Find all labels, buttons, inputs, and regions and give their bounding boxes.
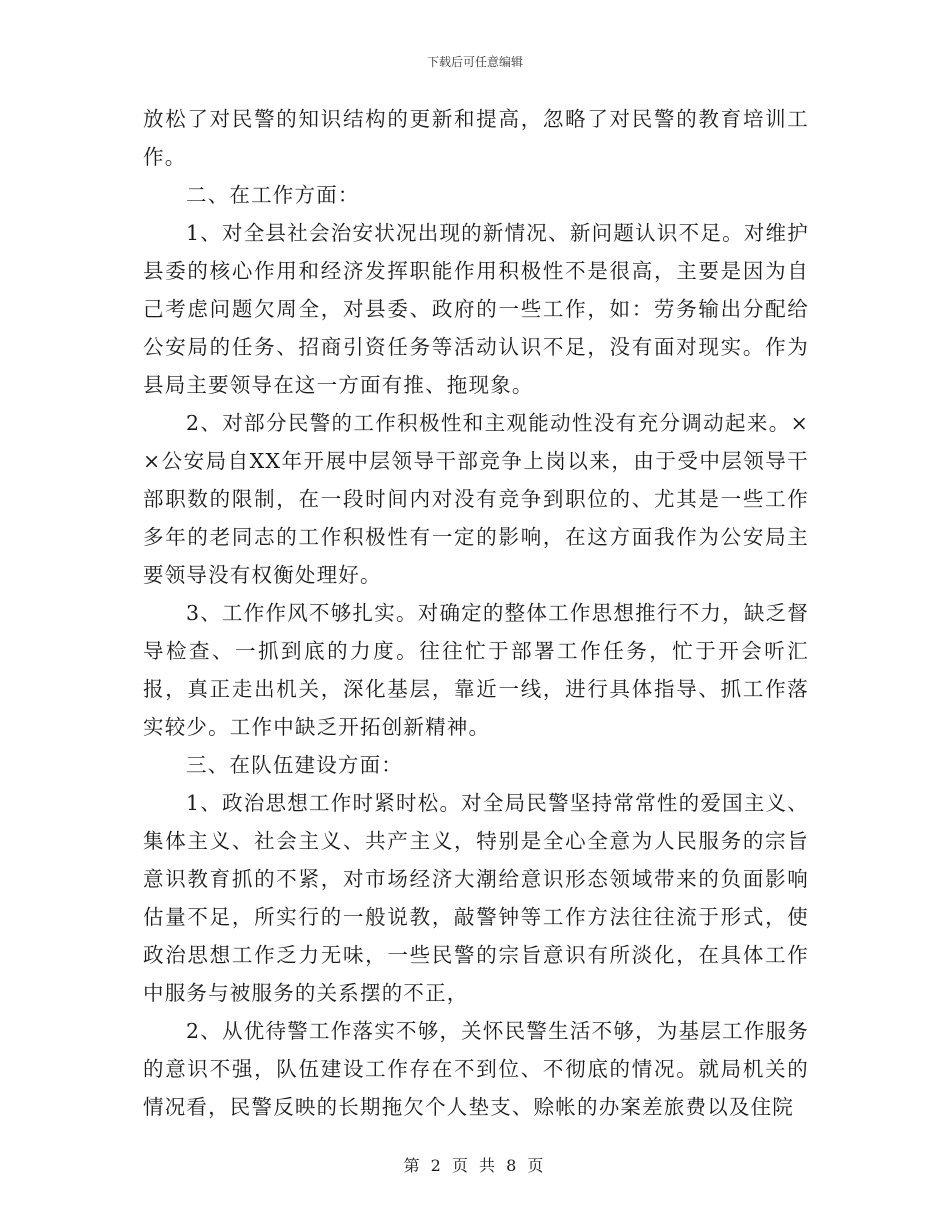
paragraph: 3、工作作风不够扎实。对确定的整体工作思想推行不力，缺乏督导检查、一抓到底的力度。往往忙于部署工作任务，忙于开会听汇报，真正走出机关，深化基层，靠近一线，进行具体指导、抓工作落实较少。工作中缺乏开拓创新精神。 — [143, 601, 809, 739]
page-header-note: 下载后可任意编辑 — [426, 55, 523, 69]
paragraph: 2、对部分民警的工作积极性和主观能动性没有充分调动起来。××公安局自XX年开展中层领导干部竞争上岗以来，由于受中层领导干部职数的限制，在一段时间内对没有竞争到职位的、尤其是一些工作多年的老同志的工作积极性有一定的影响，在这方面我作为公安局主要领导没有权衡处理好。 — [143, 411, 809, 587]
paragraph: 放松了对民警的知识结构的更新和提高，忽略了对民警的教育培训工作。 — [143, 107, 809, 169]
page-number: 第 2 页 共 8 页 — [403, 1156, 547, 1175]
paragraph: 2、从优待警工作落实不够，关怀民警生活不够，为基层工作服务的意识不强，队伍建设工作存在不到位、不彻底的情况。就局机关的情况看，民警反映的长期拖欠个人垫支、赊帐的办案差旅费以及住院 — [143, 1019, 809, 1119]
paragraph: 1、政治思想工作时紧时松。对全局民警坚持常常性的爱国主义、集体主义、社会主义、共产主义，特别是全心全意为人民服务的宗旨意识教育抓的不紧，对市场经济大潮给意识形态领域带来的负面影响估量不足，所实行的一般说教，敲警钟等工作方法往往流于形式，使政治思想工作乏力无味，一些民警的宗旨意识有所淡化，在具体工作中服务与被服务的关系摆的不正， — [143, 791, 809, 1005]
paragraph: 1、对全县社会治安状况出现的新情况、新问题认识不足。对维护县委的核心作用和经济发挥职能作用积极性不是很高，主要是因为自己考虑问题欠周全，对县委、政府的一些工作，如：劳务输出分配给公安局的任务、招商引资任务等活动认识不足，没有面对现实。作为县局主要领导在这一方面有推、拖现象。 — [143, 221, 809, 397]
section-heading-team-building: 三、在队伍建设方面： — [186, 753, 403, 777]
document-body — [143, 100, 809, 1126]
section-heading-work: 二、在工作方面： — [186, 183, 360, 207]
